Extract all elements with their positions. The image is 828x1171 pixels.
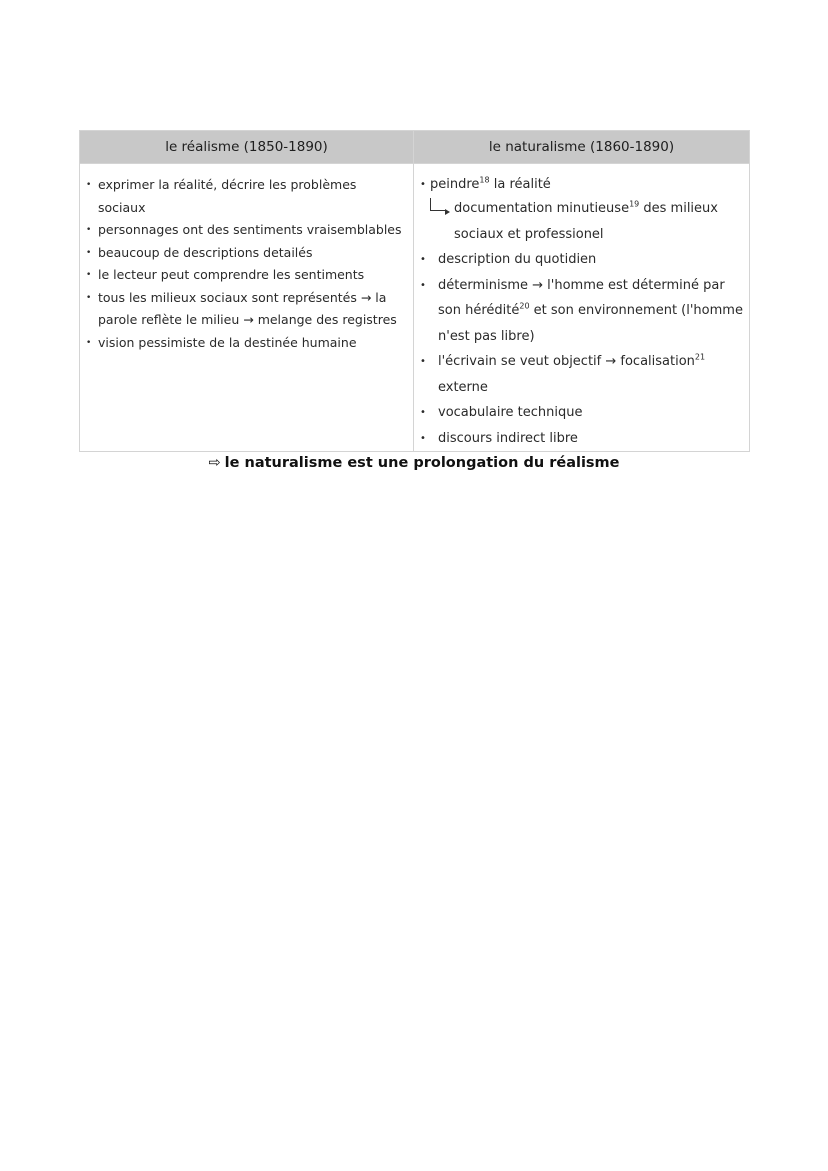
naturalisme-cell — [414, 164, 750, 452]
list-item: • déterminisme → l'homme est déterminé par son hérédité$^{20}$ et son environnement (l'homme n'est pas libre) — [420, 273, 743, 350]
list-item: • beaucoup de descriptions detailés — [86, 242, 407, 265]
conclusion-text: le naturalisme est une prolongation du réalisme — [224, 455, 620, 471]
table-header-row — [80, 131, 750, 164]
list-item: • le lecteur peut comprendre les sentiments — [86, 264, 407, 287]
list-item-sub: documentation minutieuse$^{19}$ des milieux sociaux et professionel — [420, 196, 743, 247]
realisme-cell — [80, 164, 414, 452]
list-item: • vocabulaire technique — [420, 400, 743, 426]
list-item: • description du quotidien — [420, 247, 743, 273]
table-body-row — [80, 164, 750, 452]
list-item: • discours indirect libre — [420, 426, 743, 452]
list-item: • personnages ont des sentiments vraisemblables — [86, 219, 407, 242]
list-item: • peindre$^{18}$ la réalité — [420, 174, 743, 196]
realisme-list — [86, 174, 407, 354]
header-naturalisme: le naturalisme (1860-1890) — [414, 131, 750, 164]
naturalisme-list — [420, 174, 743, 451]
list-item: • exprimer la réalité, décrire les problèmes sociaux — [86, 174, 407, 219]
list-item: • l'écrivain se veut objectif → focalisation$^{21}$ externe — [420, 349, 743, 400]
comparison-table — [79, 130, 750, 452]
header-realisme: le réalisme (1850-1890) — [80, 131, 414, 164]
list-item: • tous les milieux sociaux sont représentés → la parole reflète le milieu → melange des registres — [86, 287, 407, 332]
conclusion — [0, 455, 828, 471]
list-item: • vision pessimiste de la destinée humaine — [86, 332, 407, 355]
corner-arrow-icon — [430, 198, 445, 211]
right-arrow-icon: ⇨ — [208, 455, 221, 471]
